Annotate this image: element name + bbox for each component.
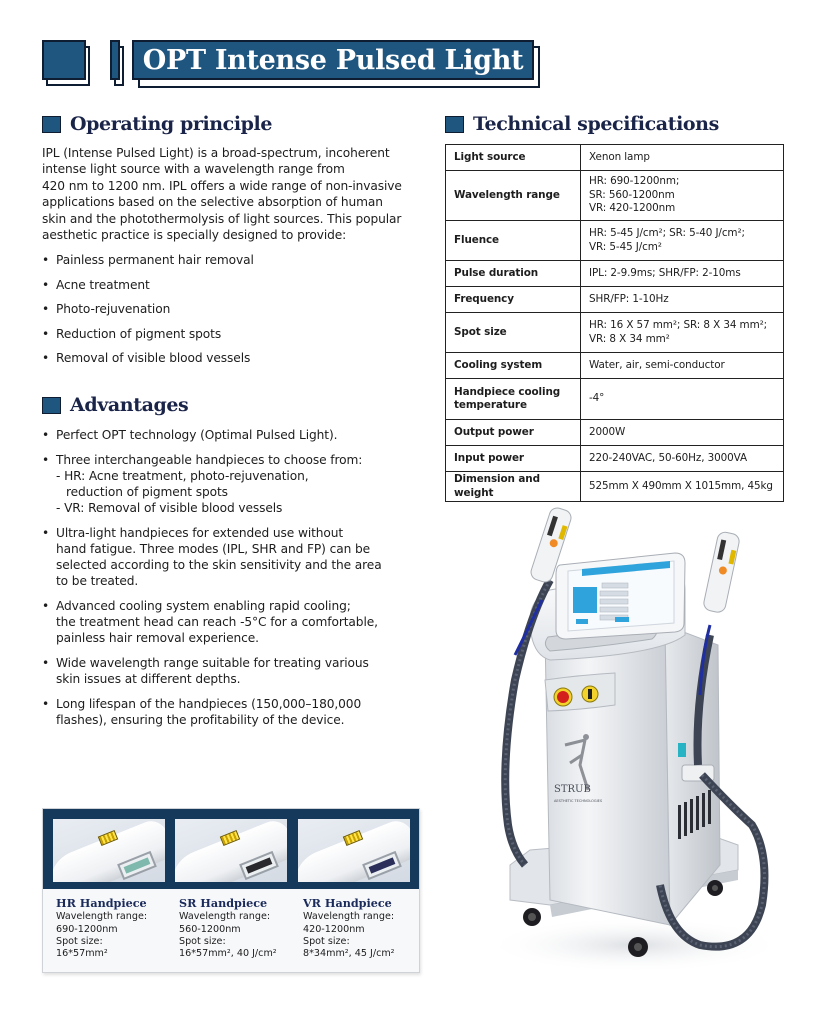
title-banner — [42, 40, 542, 88]
paragraph-line: applications based on the selective absorption of human — [42, 195, 383, 210]
spec-value-text: 525mm X 490mm X 1015mm, 45kg — [589, 479, 773, 492]
spec-value — [581, 353, 784, 379]
wavelength-value: 560-1200nm — [179, 923, 241, 935]
sr-handpiece-image — [175, 819, 287, 882]
spec-value-text: SHR/FP: 1-10Hz — [589, 292, 669, 305]
spec-key-text: Frequency — [454, 292, 514, 305]
list-item: • Reduction of pigment spots — [42, 326, 442, 351]
spec-value-text: VR: 420-1200nm — [589, 202, 676, 215]
spec-value — [581, 221, 784, 261]
table-row — [446, 145, 784, 171]
list-item-line: to be treated. — [56, 574, 139, 588]
ipl-machine-image — [470, 505, 790, 975]
spec-key — [446, 145, 581, 171]
banner-decor-square — [42, 40, 86, 80]
spec-value — [581, 420, 784, 446]
table-row — [446, 171, 784, 221]
spec-value — [581, 171, 784, 221]
spec-value-text: -4° — [589, 392, 605, 405]
spec-key-text: Dimension and weight — [454, 473, 540, 499]
spec-value — [581, 261, 784, 287]
paragraph-line: 420 nm to 1200 nm. IPL offers a wide range of non-invasive — [42, 178, 402, 193]
square-bullet-icon — [445, 116, 464, 133]
section-heading-technical-specifications — [445, 113, 719, 135]
spec-key-text: Light source — [454, 150, 526, 163]
list-item-line: the treatment head can reach -5°C for a comfortable, — [56, 615, 378, 629]
uses-list — [42, 252, 442, 375]
spec-key — [446, 221, 581, 261]
spec-value-text: Water, air, semi-conductor — [589, 358, 725, 371]
spec-key-text: Spot size — [454, 325, 507, 338]
spec-value — [581, 313, 784, 353]
spec-key — [446, 171, 581, 221]
spec-value — [581, 145, 784, 171]
section-heading-text: Operating principle — [70, 113, 273, 135]
list-item-line: • Advanced cooling system enabling rapid cooling; — [56, 599, 351, 613]
spec-key-text: Wavelength range — [454, 188, 560, 201]
spec-value-text: HR: 5-45 J/cm²; SR: 5-40 J/cm²; — [589, 227, 745, 239]
spec-value-text: HR: 690-1200nm; — [589, 175, 680, 188]
operating-principle-paragraph — [42, 145, 422, 243]
spec-key-text: Handpiece cooling — [454, 385, 561, 398]
spot-size-label: Spot size: — [303, 935, 350, 947]
banner-decor-bar — [110, 40, 120, 80]
list-item-line: - HR: Acne treatment, photo-rejuvenation, — [56, 469, 309, 483]
spec-value-text: VR: 8 X 34 mm² — [589, 332, 670, 345]
spec-key — [446, 379, 581, 420]
list-item — [42, 696, 442, 728]
spec-key-text: Cooling system — [454, 358, 543, 371]
svg-text:AESTHETIC TECHNOLOGIES: AESTHETIC TECHNOLOGIES — [554, 799, 603, 803]
spec-key — [446, 353, 581, 379]
list-item-line: • Long lifespan of the handpieces (150,000–180,000 — [56, 697, 362, 711]
wavelength-value: 690-1200nm — [56, 923, 118, 935]
paragraph-line: aesthetic practice is specially designed to provide: — [42, 228, 347, 243]
vr-handpiece-info — [303, 897, 423, 960]
square-bullet-icon — [42, 116, 61, 133]
list-item-line: • Wide wavelength range suitable for treating various — [56, 656, 369, 670]
list-item: • Acne treatment — [42, 277, 442, 302]
handpiece-name: SR Handpiece — [179, 896, 268, 910]
list-item — [42, 525, 442, 589]
spec-key-text: Fluence — [454, 233, 500, 246]
spec-value — [581, 287, 784, 313]
list-item — [42, 655, 442, 687]
table-row — [446, 353, 784, 379]
sr-handpiece-info — [179, 897, 299, 960]
spec-key-text: Output power — [454, 425, 534, 438]
handpiece-name: VR Handpiece — [303, 896, 392, 910]
spec-value-text: SR: 560-1200nm — [589, 188, 675, 201]
spot-size-value: 16*57mm² — [56, 948, 108, 960]
square-bullet-icon — [42, 397, 61, 414]
brand-logo-text: STRUB — [554, 784, 591, 795]
table-row — [446, 420, 784, 446]
spec-key-text: Input power — [454, 451, 524, 464]
table-row — [446, 261, 784, 287]
banner-title-box — [132, 40, 534, 80]
list-item — [42, 452, 442, 516]
paragraph-line: skin and the photothermolysis of light sources. This popular — [42, 211, 402, 226]
spec-key — [446, 313, 581, 353]
spec-value-text: VR: 5-45 J/cm² — [589, 240, 662, 253]
list-item: • Painless permanent hair removal — [42, 252, 442, 277]
spec-key-text: temperature — [454, 399, 527, 411]
hr-handpiece-info — [56, 897, 176, 960]
table-row — [446, 472, 784, 502]
list-item — [42, 427, 442, 443]
spec-value — [581, 379, 784, 420]
list-item — [42, 598, 442, 646]
list-item-line: flashes), ensuring the profitability of the device. — [56, 713, 345, 727]
spec-value-text: Xenon lamp — [589, 150, 650, 163]
spec-key — [446, 261, 581, 287]
table-row — [446, 287, 784, 313]
spot-size-value: 8*34mm², 45 J/cm² — [303, 948, 395, 960]
spec-key — [446, 420, 581, 446]
section-heading-text: Technical specifications — [473, 113, 719, 135]
spec-value — [581, 472, 784, 502]
spec-table — [445, 144, 784, 502]
spec-key — [446, 472, 581, 502]
list-item-line: hand fatigue. Three modes (IPL, SHR and FP) can be — [56, 542, 370, 556]
handpiece-panel — [42, 808, 420, 973]
spec-value-text: 220-240VAC, 50-60Hz, 3000VA — [589, 451, 748, 464]
section-heading-text: Advantages — [70, 394, 189, 416]
spot-size-label: Spot size: — [179, 935, 226, 947]
list-item: • Removal of visible blood vessels — [42, 350, 442, 375]
spec-value-text: HR: 16 X 57 mm²; SR: 8 X 34 mm²; — [589, 319, 768, 331]
spec-value-text: 2000W — [589, 425, 626, 438]
paragraph-line: IPL (Intense Pulsed Light) is a broad-spectrum, incoherent — [42, 146, 390, 160]
wavelength-label: Wavelength range: — [179, 911, 271, 923]
spec-key — [446, 287, 581, 313]
list-item-line: reduction of pigment spots — [66, 485, 228, 499]
spec-value — [581, 446, 784, 472]
list-item-line: • Ultra-light handpieces for extended use without — [56, 526, 344, 540]
list-item-line: skin issues at different depths. — [56, 672, 241, 686]
spot-size-value: 16*57mm², 40 J/cm² — [179, 948, 277, 960]
wavelength-label: Wavelength range: — [303, 911, 395, 923]
page-title: OPT Intense Pulsed Light — [142, 44, 524, 76]
list-item-line: - VR: Removal of visible blood vessels — [56, 501, 283, 515]
spot-size-label: Spot size: — [56, 935, 103, 947]
list-item: • Photo-rejuvenation — [42, 301, 442, 326]
spec-key-text: Pulse duration — [454, 266, 539, 279]
section-heading-operating-principle — [42, 113, 272, 135]
table-row — [446, 221, 784, 261]
section-heading-advantages — [42, 394, 188, 416]
spec-value-text: IPL: 2-9.9ms; SHR/FP: 2-10ms — [589, 266, 741, 279]
list-item-line: • Perfect OPT technology (Optimal Pulsed Light). — [56, 428, 338, 442]
table-row — [446, 313, 784, 353]
list-item-line: selected according to the skin sensitivity and the area — [56, 558, 382, 572]
wavelength-label: Wavelength range: — [56, 911, 148, 923]
list-item-line: • Three interchangeable handpieces to choose from: — [56, 453, 363, 467]
spec-key — [446, 446, 581, 472]
table-row — [446, 379, 784, 420]
vr-handpiece-image — [298, 819, 410, 882]
wavelength-value: 420-1200nm — [303, 923, 365, 935]
paragraph-line: intense light source with a wavelength range from — [42, 162, 345, 177]
list-item-line: painless hair removal experience. — [56, 631, 259, 645]
hr-handpiece-image — [53, 819, 165, 882]
advantages-list — [42, 427, 442, 737]
handpiece-name: HR Handpiece — [56, 896, 147, 910]
table-row — [446, 446, 784, 472]
